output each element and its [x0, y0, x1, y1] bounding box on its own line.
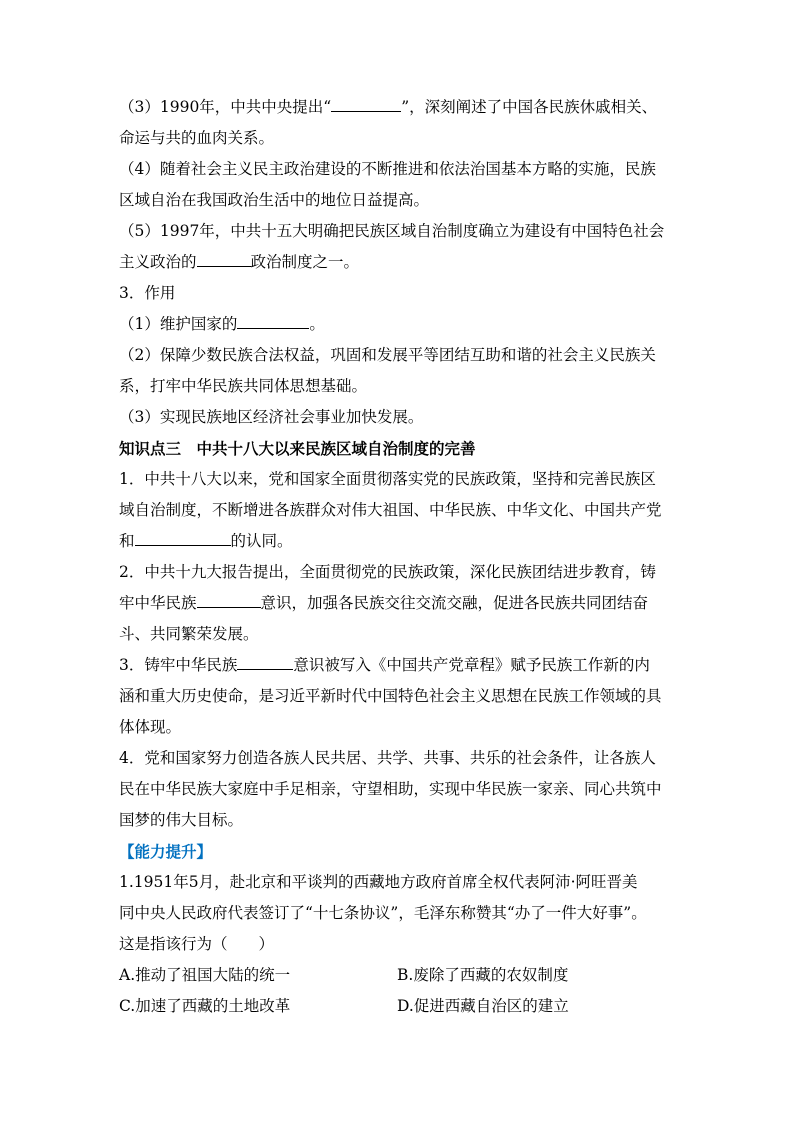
q1-options-row-1	[119, 960, 679, 991]
fill-blank[interactable]	[197, 248, 251, 267]
role-heading: 3．作用	[119, 284, 176, 302]
kp3-p4-line-2: 民在中华民族大家庭中手足相亲，守望相助，实现中华民族一家亲、同心共筑中	[119, 780, 662, 798]
text: 。	[309, 315, 325, 333]
text: 和	[119, 532, 135, 550]
text: 的认同。	[230, 532, 293, 550]
kp3-p4-line-1: 4．党和国家努力创造各族人民共居、共学、共事、共乐的社会条件，让各族人	[119, 749, 656, 767]
kp3-p2-line-3: 斗、共同繁荣发展。	[119, 625, 259, 643]
item-4-line-1: （4）随着社会主义民主政治建设的不断推进和依法治国基本方略的实施，民族	[119, 160, 656, 178]
text: 意识被写入《中国共产党章程》赋予民族工作新的内	[293, 656, 650, 674]
role-item-2-line-2: 系，打牢中华民族共同体思想基础。	[119, 377, 368, 395]
text: 意识，加强各民族交往交流交融，促进各民族共同团结奋	[260, 594, 649, 612]
role-item-3: （3）实现民族地区经济社会事业加快发展。	[119, 408, 424, 426]
text: ”，深刻阐述了中国各民族休戚相关、	[401, 98, 658, 116]
kp3-p3-line-2: 涵和重大历史使命，是习近平新时代中国特色社会主义思想在民族工作领域的具	[119, 687, 662, 705]
option-b[interactable]: B.废除了西藏的农奴制度	[397, 966, 569, 984]
role-item-2-line-1: （2）保障少数民族合法权益，巩固和发展平等团结互助和谐的社会主义民族关	[119, 346, 656, 364]
q1-options-row-2	[119, 991, 679, 1022]
section-title-knowledge-3: 知识点三 中共十八大以来民族区域自治制度的完善	[119, 439, 476, 458]
fill-blank[interactable]	[331, 93, 401, 112]
q1-line-1: 1.1951年5月，赴北京和平谈判的西藏地方政府首席全权代表阿沛·阿旺晋美	[119, 873, 638, 891]
kp3-p3-line-1	[119, 650, 679, 681]
role-item-1	[119, 309, 679, 340]
kp3-p1-line-2: 域自治制度，不断增进各族群众对伟大祖国、中华民族、中华文化、中国共产党	[119, 501, 662, 519]
kp3-p1-line-3	[119, 526, 679, 557]
item-3-line-2: 命运与共的血肉关系。	[119, 129, 275, 147]
fill-blank[interactable]	[135, 527, 231, 546]
fill-blank[interactable]	[237, 651, 293, 670]
fill-blank[interactable]	[197, 589, 261, 608]
q1-line-2: 同中央人民政府代表签订了“十七条协议”，毛泽东称赞其“办了一件大好事”。	[119, 904, 647, 922]
text: 3．铸牢中华民族	[119, 656, 238, 674]
item-5-line-1: （5）1997年，中共十五大明确把民族区域自治制度确立为建设有中国特色社会	[119, 222, 665, 240]
kp3-p4-line-3: 国梦的伟大目标。	[119, 811, 244, 829]
option-c[interactable]: C.加速了西藏的土地改革	[119, 997, 291, 1015]
kp3-p2-line-2	[119, 588, 679, 619]
text: 政治制度之一。	[250, 253, 360, 271]
text: 牢中华民族	[119, 594, 197, 612]
text: 主义政治的	[119, 253, 197, 271]
kp3-p3-line-3: 体体现。	[119, 718, 182, 736]
fill-blank[interactable]	[237, 310, 309, 329]
q1-line-3: 这是指该行为（ ）	[119, 935, 275, 953]
option-a[interactable]: A.推动了祖国大陆的统一	[119, 966, 291, 984]
item-4-line-2: 区域自治在我国政治生活中的地位日益提高。	[119, 191, 430, 209]
text: （1）维护国家的	[119, 315, 238, 333]
document-page	[119, 92, 679, 1022]
kp3-p2-line-1: 2．中共十九大报告提出，全面贯彻党的民族政策，深化民族团结进步教育，铸	[119, 563, 656, 581]
text: （3）1990年，中共中央提出“	[119, 98, 332, 116]
kp3-p1-line-1: 1．中共十八大以来，党和国家全面贯彻落实党的民族政策，坚持和完善民族区	[119, 470, 656, 488]
ability-heading: 【能力提升】	[119, 842, 213, 861]
option-d[interactable]: D.促进西藏自治区的建立	[397, 997, 569, 1015]
item-5-line-2	[119, 247, 679, 278]
item-3-line-1	[119, 92, 679, 123]
